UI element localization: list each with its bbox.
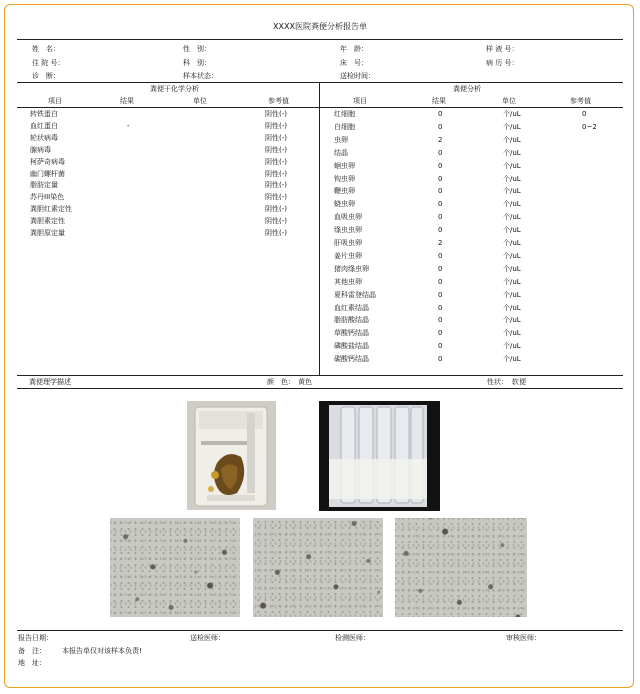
micro-cell-item: 蛔虫卵 [334,161,355,170]
micro-cell-result: 0 [438,290,443,299]
micro-cell-result: 0 [438,226,443,235]
micro-cell-result: 0 [438,161,443,170]
micro-cell-result: 0 [438,174,443,183]
chem-cell-ref: 阴性(-) [265,133,287,142]
micro-header-unit: 单位 [502,97,516,105]
diagnosis-label: 诊 断： [32,72,60,80]
chem-cell-ref: 阴性(-) [265,169,287,178]
chem-cell-ref: 阴性(-) [265,157,287,166]
micro-cell-unit: 个/uL [503,161,521,170]
gender-label: 性 别： [183,45,211,53]
micro-cell-item: 夏科雷登结晶 [334,290,376,299]
chem-cell-result: - [127,121,130,130]
micro-cell-result: 2 [438,239,443,247]
chem-cell-ref: 阴性(-) [265,229,287,237]
address-label: 地 址： [18,659,46,667]
record-no-label: 病 历 号： [486,59,519,67]
micro-cell-unit: 个/uL [503,303,521,312]
chem-section-title: 粪便干化学分析 [150,85,199,93]
shape-label: 性状： [487,378,508,386]
chem-cell-item: 粪胆红素定性 [30,205,72,214]
micro-cell-result: 0 [438,251,443,260]
micro-cell-result: 0 [438,264,443,273]
sample-status-label: 样本状态： [183,72,218,80]
micro-cell-item: 草酸钙结晶 [334,329,369,338]
micro-cell-item: 肝吸虫卵 [334,239,362,247]
micro-cell-unit: 个/uL [503,148,521,157]
micro-cell-unit: 个/uL [503,200,521,209]
info-rule [17,82,623,83]
chem-cell-item: 脂肪定量 [30,181,58,190]
department-label: 科 别： [183,59,211,67]
micro-header-rule [319,107,623,108]
micro-cell-unit: 个/uL [503,239,521,247]
micro-cell-result: 0 [438,316,443,325]
micro-cell-item: 血吸虫卵 [334,213,362,222]
micro-cell-unit: 个/uL [503,135,521,144]
bed-no-label: 床 号： [340,59,368,67]
micro-header-result: 结果 [432,97,446,105]
micro-cell-result: 0 [438,200,443,209]
micro-cell-ref: 0 [582,110,587,118]
physical-rule [17,388,623,389]
physical-label: 粪便理学描述 [29,378,71,386]
chem-cell-item: 轮状病毒 [30,133,58,142]
chem-cell-ref: 阴性(-) [265,110,287,118]
micro-cell-unit: 个/uL [503,316,521,325]
micro-cell-result: 0 [438,148,443,157]
micro-cell-result: 0 [438,355,443,364]
sample-no-label: 样 液 号： [486,45,519,53]
micro-cell-unit: 个/uL [503,264,521,273]
micro-cell-unit: 个/uL [503,122,521,131]
chem-cell-ref: 阴性(-) [265,193,287,202]
micro-cell-unit: 个/uL [503,213,521,222]
micro-cell-result: 0 [438,303,443,312]
micro-cell-result: 0 [438,213,443,222]
chem-header-item: 项目 [48,97,62,105]
micro-cell-item: 磷酸盐结晶 [334,342,369,351]
micro-cell-item: 猪肉绦虫卵 [334,264,369,273]
micro-header-item: 项目 [353,97,367,105]
report-title: XXXX医院粪便分析报告单 [273,22,367,31]
note-text: 本报告单仅对该样本负责! [62,647,142,655]
micro-cell-unit: 个/uL [503,174,521,183]
chem-cell-item: 腺病毒 [30,145,51,154]
header-rule [17,39,623,40]
micro-cell-result: 0 [438,329,443,338]
chem-cell-item: 幽门螺杆菌 [30,169,65,178]
shape-value: 软便 [512,378,526,386]
micro-cell-unit: 个/uL [503,329,521,338]
chem-cell-item: 血红蛋白 [30,121,58,130]
test-strip-photo [319,401,440,511]
micro-cell-item: 其他虫卵 [334,277,362,286]
chem-cell-item: 柯萨奇病毒 [30,157,65,166]
micro-header-ref: 参考值 [570,97,591,105]
micro-cell-result: 0 [438,122,443,131]
column-divider [319,82,320,375]
micro-cell-result: 0 [438,342,443,351]
micro-cell-result: 0 [438,110,443,118]
tester-doctor-label: 检测医师： [335,634,370,642]
chem-cell-ref: 阴性(-) [265,205,287,214]
note-label: 备 注： [18,647,46,655]
chem-cell-item: 苏丹III染色 [30,193,65,202]
chem-header-ref: 参考值 [268,97,289,105]
micro-cell-item: 姜片虫卵 [334,251,362,260]
chem-cell-ref: 阴性(-) [265,181,287,190]
micro-cell-unit: 个/uL [503,110,521,118]
micro-cell-ref: 0~2 [582,122,597,131]
submit-time-label: 送检时间： [340,72,375,80]
color-label: 颜 色： [267,378,295,386]
micro-cell-item: 脂肪酸结晶 [334,316,369,325]
age-label: 年 龄： [340,45,368,53]
micro-cell-item: 虫卵 [334,135,348,144]
micro-cell-item: 结晶 [334,148,348,157]
test-strip-image [319,401,440,511]
micro-cell-unit: 个/uL [503,277,521,286]
micro-cell-item: 红细胞 [334,110,355,118]
results-bottom-rule [17,375,623,376]
micro-cell-unit: 个/uL [503,251,521,260]
chem-cell-item: 粪胆原定量 [30,229,65,237]
micro-section-title: 粪便分析 [453,85,481,93]
chem-cell-item: 粪胆素定性 [30,217,65,226]
sample-cup-photo [187,401,276,510]
chem-header-result: 结果 [120,97,134,105]
chem-cell-ref: 阴性(-) [265,121,287,130]
microscopy-image-3 [395,518,527,617]
micro-cell-unit: 个/uL [503,342,521,351]
micro-cell-result: 0 [438,187,443,196]
microscopy-image-2 [253,518,383,617]
chem-header-rule [17,107,319,108]
reviewer-doctor-label: 审核医师： [506,634,541,642]
sender-doctor-label: 送检医师： [190,634,225,642]
footer-rule [17,630,623,631]
chem-cell-ref: 阴性(-) [265,217,287,226]
micro-cell-unit: 个/uL [503,290,521,299]
micro-cell-unit: 个/uL [503,187,521,196]
micro-cell-item: 钩虫卵 [334,174,355,183]
micro-cell-unit: 个/uL [503,355,521,364]
sample-cup-image [187,401,276,510]
micro-cell-item: 鞭虫卵 [334,187,355,196]
chem-cell-ref: 阴性(-) [265,145,287,154]
micro-cell-result: 0 [438,277,443,286]
micro-cell-item: 白细胞 [334,122,355,131]
micro-cell-unit: 个/uL [503,226,521,235]
chem-header-unit: 单位 [193,97,207,105]
inpatient-no-label: 住 院 号： [32,59,65,67]
color-value: 黄色 [298,378,312,386]
micro-cell-item: 蛲虫卵 [334,200,355,209]
name-label: 姓 名： [32,45,60,53]
micro-cell-item: 碳酸钙结晶 [334,355,369,364]
micro-cell-item: 血红素结晶 [334,303,369,312]
chem-cell-item: 转铁蛋白 [30,110,58,118]
micro-cell-item: 绦虫虫卵 [334,226,362,235]
micro-cell-result: 2 [438,135,443,144]
microscopy-image-1 [110,518,240,617]
report-date-label: 报告日期： [18,634,53,642]
